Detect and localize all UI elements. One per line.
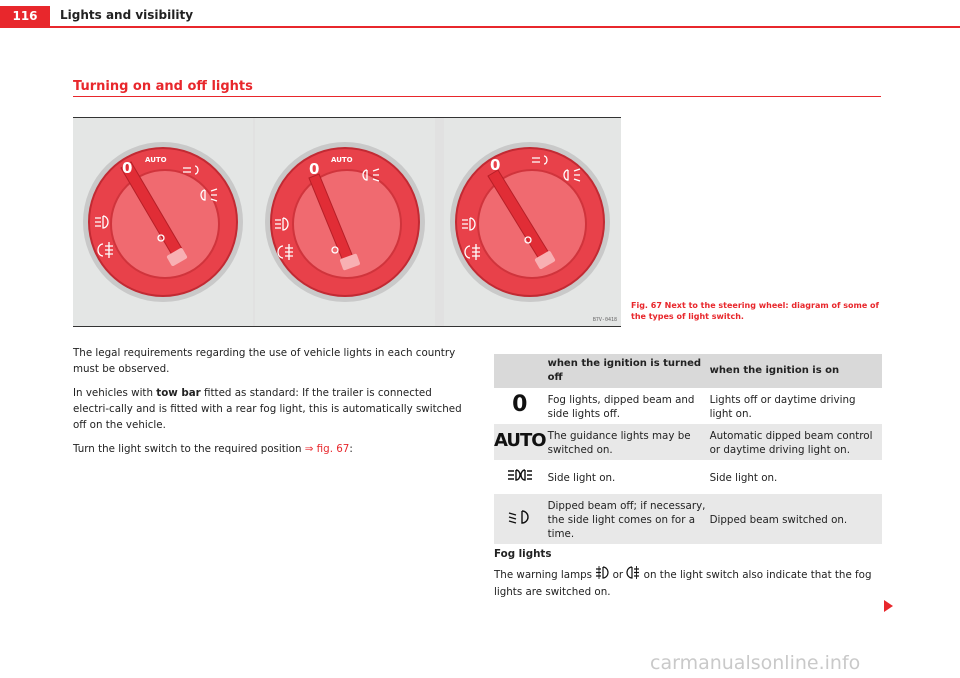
tow-bar-term: tow bar — [156, 387, 201, 399]
paragraph-3-end: : — [349, 443, 353, 455]
section-title: Turning on and off lights — [73, 79, 253, 94]
fog-text-rest: on the light switch also indicate that the fog lights are switched on. — [494, 569, 872, 598]
switch-panel-3 — [444, 118, 621, 326]
fog-text-lead: The warning lamps — [494, 569, 596, 581]
table-row — [494, 494, 882, 544]
cell-off: Dipped beam off; if necessary, the side light comes on for a time. — [546, 494, 708, 544]
switch-3-mark-0: 0 — [490, 156, 501, 174]
paragraph-2-rest: fitted as standard: If the trailer is connected electri-cally and is fitted with a rear fog light, this is automatically switched off on the vehicle. — [73, 387, 462, 431]
rear-fog-light-icon — [626, 566, 640, 584]
fog-lights-heading: Fog lights — [494, 548, 552, 560]
side-light-icon — [494, 460, 546, 494]
switch-1-mark-auto: AUTO — [145, 156, 167, 164]
paragraph-3-lead: Turn the light switch to the required position — [73, 443, 305, 455]
light-switch-3-illustration — [444, 118, 621, 326]
table-row — [494, 460, 882, 494]
cell-off: The guidance lights may be switched on. — [546, 424, 708, 460]
light-switch-2-illustration — [255, 118, 435, 326]
off-position-icon: 0 — [512, 391, 528, 417]
paragraph-2 — [73, 385, 463, 433]
dipped-beam-icon — [494, 494, 546, 544]
switch-1-mark-0: 0 — [122, 159, 133, 177]
table-row — [494, 388, 882, 424]
switch-position-table — [494, 354, 882, 544]
next-page-arrow-icon[interactable] — [884, 600, 893, 612]
paragraph-3 — [73, 441, 463, 457]
body-text — [73, 345, 463, 465]
switch-2-mark-auto: AUTO — [331, 156, 353, 164]
header-ignition-off: when the ignition is turned off — [546, 354, 708, 388]
auto-position-icon: AUTO — [494, 424, 546, 460]
page-number: 116 — [0, 6, 50, 27]
cell-on: Automatic dipped beam control or daytime driving light on. — [708, 424, 882, 460]
light-switch-figure — [73, 117, 621, 327]
cell-on: Lights off or daytime driving light on. — [709, 394, 856, 420]
header-icon — [494, 354, 546, 388]
watermark: carmanualsonline.info — [650, 652, 861, 674]
table-header-row — [494, 354, 882, 388]
switch-panel-2 — [255, 118, 435, 326]
fog-text-mid: or — [609, 569, 627, 581]
light-switch-1-illustration — [73, 118, 253, 326]
section-rule — [73, 96, 881, 97]
cell-on: Dipped beam switched on. — [708, 494, 882, 544]
figure-code: B7V-0418 — [592, 317, 617, 323]
running-head: Lights and visibility — [60, 8, 194, 22]
header-ignition-on: when the ignition is on — [708, 354, 882, 388]
switch-panel-1 — [73, 118, 253, 326]
figure-reference-link[interactable]: ⇒ fig. 67 — [304, 443, 350, 455]
top-rule — [0, 26, 960, 28]
cell-on: Side light on. — [709, 472, 778, 484]
cell-off: Side light on. — [547, 472, 616, 484]
paragraph-2-lead: In vehicles with — [73, 387, 157, 399]
paragraph-1: The legal requirements regarding the use of vehicle lights in each country must be observed. — [73, 347, 456, 375]
fog-lights-text — [494, 566, 874, 600]
front-fog-light-icon — [595, 566, 609, 584]
figure-caption: Fig. 67 Next to the steering wheel: diagram of some of the types of light switch. — [631, 301, 879, 321]
cell-off: Fog lights, dipped beam and side lights off. — [547, 394, 695, 420]
switch-2-mark-0: 0 — [309, 160, 320, 178]
table-row — [494, 424, 882, 460]
